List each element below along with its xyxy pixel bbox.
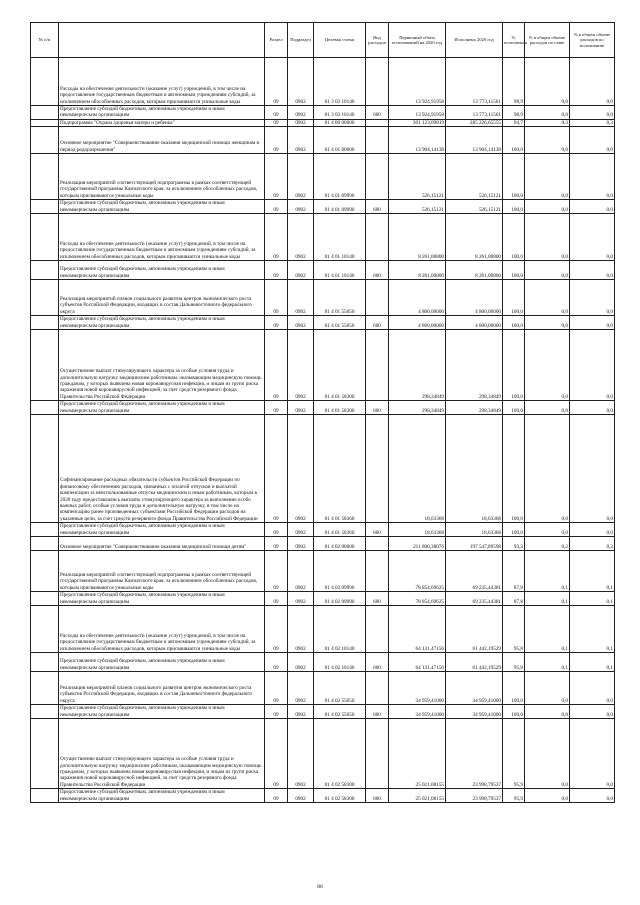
table-cell-share-chapter: 0,0 [525, 106, 570, 120]
table-row [31, 653, 615, 672]
table-cell-plan: 78 854,69625 [389, 551, 446, 592]
table-cell-number [31, 200, 59, 214]
table-cell-plan: 526,15121 [389, 200, 446, 214]
table-cell-percent: 95,9 [503, 789, 525, 803]
table-cell-executed: 13 773,11561 [446, 106, 503, 120]
table-cell-podrazdel: 0902 [288, 415, 314, 523]
table-row [31, 551, 615, 592]
table-cell-expense-type: 600 [366, 523, 389, 537]
table-cell-executed: 69 235,44381 [446, 592, 503, 606]
table-row [31, 537, 615, 551]
table-cell-percent: 100,0 [503, 705, 525, 719]
table-row [31, 261, 615, 280]
table-cell-name: Предоставление субсидий бюджетным, автономным учреждениям и иным некоммерческим организациям [59, 592, 265, 606]
table-cell-share-execution: 0,0 [570, 672, 615, 705]
col-number-header: № п/п [31, 23, 59, 58]
table-cell-plan: 526,15121 [389, 154, 446, 200]
table-cell-plan: 301 123,09819 [389, 119, 446, 126]
table-cell-share-chapter: 0,0 [525, 127, 570, 154]
table-cell-number [31, 261, 59, 280]
table-cell-number [31, 330, 59, 401]
table-cell-share-execution: 0,0 [570, 214, 615, 261]
table-cell-plan: 64 131,47156 [389, 606, 446, 653]
table-cell-name: Предоставление субсидий бюджетным, автономным учреждениям и иным некоммерческим организациям [59, 316, 265, 330]
table-cell-podrazdel: 0902 [288, 330, 314, 401]
table-cell-executed: 23 998,79537 [446, 789, 503, 803]
table-cell-target-article: 01 4 01 09990 [314, 200, 366, 214]
table-cell-podrazdel: 0902 [288, 653, 314, 672]
table-cell-share-execution: 0,1 [570, 551, 615, 592]
table-cell-plan: 8 261,00800 [389, 214, 446, 261]
table-cell-number [31, 789, 59, 803]
table-cell-share-chapter: 0,0 [525, 214, 570, 261]
table-cell-share-chapter: 0,0 [525, 401, 570, 415]
table-cell-share-execution: 0,0 [570, 415, 615, 523]
table-cell-podrazdel: 0902 [288, 537, 314, 551]
table-cell-share-chapter: 0,0 [525, 200, 570, 214]
table-cell-share-chapter: 0,1 [525, 592, 570, 606]
table-cell-percent: 87,8 [503, 551, 525, 592]
table-cell-share-execution: 0,1 [570, 592, 615, 606]
table-cell-number [31, 551, 59, 592]
table-cell-plan: 13 924,91958 [389, 58, 446, 106]
table-cell-share-execution: 0,0 [570, 106, 615, 120]
budget-table [30, 22, 615, 803]
table-cell-target-article: 01 4 01 58360 [314, 415, 366, 523]
table-cell-executed: 13 904,14138 [446, 127, 503, 154]
table-cell-podrazdel: 0902 [288, 592, 314, 606]
table-cell-name: Расходы на обеспечение деятельности (оказание услуг) учреждений, в том числе на предоставление государственным бюджетным и автономным учреждениям субсидий, за исключением обособленных расходов, которым присваиваются уникальные коды [59, 58, 265, 106]
table-cell-podrazdel: 0902 [288, 401, 314, 415]
table-cell-plan: 211 800,38076 [389, 537, 446, 551]
table-cell-share-execution: 0,0 [570, 330, 615, 401]
table-cell-target-article: 01 4 01 58300 [314, 401, 366, 415]
table-cell-target-article: 01 4 01 55050 [314, 316, 366, 330]
table-cell-podrazdel: 0902 [288, 58, 314, 106]
table-cell-target-article: 01 4 02 10140 [314, 606, 366, 653]
table-cell-percent: 95,9 [503, 719, 525, 789]
table-cell-podrazdel: 0902 [288, 280, 314, 316]
col-plan-header: Первичный объем ассигнований на 2020 год [389, 23, 446, 58]
table-cell-executed: 18,63368 [446, 415, 503, 523]
table-cell-share-chapter: 0,0 [525, 415, 570, 523]
table-cell-name: Предоставление субсидий бюджетным, автономным учреждениям и иным некоммерческим организациям [59, 653, 265, 672]
table-cell-number [31, 119, 59, 126]
table-cell-podrazdel: 0902 [288, 789, 314, 803]
table-cell-target-article: 01 4 01 00000 [314, 127, 366, 154]
table-cell-expense-type [366, 719, 389, 789]
table-cell-percent: 95,8 [503, 606, 525, 653]
table-row [31, 200, 615, 214]
table-cell-share-execution: 0,0 [570, 316, 615, 330]
table-cell-number [31, 154, 59, 200]
table-cell-percent: 95,8 [503, 653, 525, 672]
table-cell-expense-type [366, 154, 389, 200]
table-cell-name: Расходы на обеспечение деятельности (оказание услуг) учреждений, в том числе на предоставление государственным бюджетным и автономным учреждениям субсидий, за исключением обособленных расходов, которым присваиваются уникальные коды [59, 214, 265, 261]
table-cell-razdel: 09 [265, 789, 288, 803]
table-cell-share-chapter: 0,3 [525, 119, 570, 126]
table-cell-executed: 8 261,00800 [446, 261, 503, 280]
table-cell-executed: 298,34849 [446, 401, 503, 415]
table-cell-razdel: 09 [265, 415, 288, 523]
table-cell-share-chapter: 0,0 [525, 672, 570, 705]
table-cell-razdel: 09 [265, 214, 288, 261]
table-cell-share-execution: 0,0 [570, 719, 615, 789]
table-row [31, 606, 615, 653]
table-cell-podrazdel: 0902 [288, 261, 314, 280]
table-cell-plan: 4 800,00000 [389, 280, 446, 316]
table-cell-share-chapter: 0,0 [525, 261, 570, 280]
table-cell-name: Основное мероприятие "Совершенствование оказания медицинской помощи женщинам в период родоразрешения" [59, 127, 265, 154]
table-cell-expense-type: 600 [366, 592, 389, 606]
table-cell-executed: 18,63368 [446, 523, 503, 537]
table-cell-executed: 4 800,00000 [446, 280, 503, 316]
table-cell-percent: 100,0 [503, 316, 525, 330]
table-cell-target-article: 01 3 03 10140 [314, 106, 366, 120]
table-cell-expense-type: 600 [366, 106, 389, 120]
table-cell-name: Предоставление субсидий бюджетным, автономным учреждениям и иным некоммерческим организациям [59, 789, 265, 803]
table-cell-target-article: 01 4 02 58300 [314, 719, 366, 789]
table-cell-number [31, 719, 59, 789]
table-cell-share-execution: 0,0 [570, 127, 615, 154]
table-cell-number [31, 606, 59, 653]
table-cell-target-article: 01 3 03 10140 [314, 58, 366, 106]
table-cell-executed: 61 442,19529 [446, 653, 503, 672]
table-cell-target-article: 01 4 02 55050 [314, 705, 366, 719]
table-cell-plan: 25 021,08155 [389, 789, 446, 803]
table-cell-share-execution: 0,0 [570, 705, 615, 719]
table-cell-share-chapter: 0,0 [525, 523, 570, 537]
table-row [31, 316, 615, 330]
table-cell-target-article: 01 4 01 58360 [314, 523, 366, 537]
table-cell-number [31, 280, 59, 316]
table-cell-executed: 61 442,19529 [446, 606, 503, 653]
table-cell-executed: 285 226,65555 [446, 119, 503, 126]
table-cell-share-execution: 0,0 [570, 789, 615, 803]
col-share-execution-header: % в общем объеме расходов по исполнению [570, 23, 615, 58]
table-cell-podrazdel: 0902 [288, 551, 314, 592]
table-cell-name: Реализация мероприятий соответствующей подпрограммы в рамках соответствующей государственной программы Камчатского края, за исключением обособленных расходов, которым присваиваются уникальные коды [59, 551, 265, 592]
table-cell-share-chapter: 0,1 [525, 653, 570, 672]
table-cell-plan: 298,34849 [389, 401, 446, 415]
table-cell-share-chapter: 0,0 [525, 719, 570, 789]
table-cell-razdel: 09 [265, 537, 288, 551]
table-cell-target-article: 01 4 01 10140 [314, 261, 366, 280]
table-cell-number [31, 592, 59, 606]
table-cell-name: Реализация мероприятий планов социального развития центров экономического роста субъектов Российской Федерации, входящих в состав Дальневосточного федерального округа [59, 280, 265, 316]
table-cell-number [31, 127, 59, 154]
table-row [31, 330, 615, 401]
table-cell-razdel: 09 [265, 551, 288, 592]
table-row [31, 415, 615, 523]
table-cell-share-execution: 0,3 [570, 119, 615, 126]
table-cell-target-article: 01 4 02 58300 [314, 789, 366, 803]
table-cell-percent: 100,0 [503, 261, 525, 280]
col-razdel-header: Раздел [265, 23, 288, 58]
table-row [31, 58, 615, 106]
table-cell-name: Предоставление субсидий бюджетным, автономным учреждениям и иным некоммерческим организациям [59, 523, 265, 537]
table-cell-razdel: 09 [265, 592, 288, 606]
table-cell-share-execution: 0,0 [570, 280, 615, 316]
table-cell-plan: 298,34849 [389, 330, 446, 401]
table-row [31, 705, 615, 719]
table-row [31, 789, 615, 803]
table-cell-name: Осуществление выплат стимулирующего характера за особые условия труда и дополнительную нагрузку медицинским работникам, оказывающим медицинскую помощь гражданам, у которых выявлена новая коронавирусная инфекция, и лицам из групп риска заражения новой коронавирусной инфекцией, за счет средств резервного фонда Правительства Российской Федерации [59, 330, 265, 401]
budget-table-page [30, 22, 614, 803]
table-cell-razdel: 09 [265, 154, 288, 200]
table-cell-number [31, 537, 59, 551]
table-cell-share-execution: 0,0 [570, 58, 615, 106]
table-cell-share-execution: 0,1 [570, 606, 615, 653]
col-name-header [59, 23, 265, 58]
table-row [31, 523, 615, 537]
table-cell-razdel: 09 [265, 106, 288, 120]
table-cell-target-article: 01 4 01 09990 [314, 154, 366, 200]
table-cell-expense-type [366, 214, 389, 261]
table-cell-expense-type [366, 127, 389, 154]
table-cell-podrazdel: 0902 [288, 154, 314, 200]
table-cell-percent: 98,9 [503, 106, 525, 120]
table-cell-share-chapter: 0,0 [525, 705, 570, 719]
table-cell-percent: 100,0 [503, 523, 525, 537]
table-cell-razdel: 09 [265, 719, 288, 789]
table-cell-share-execution: 0,0 [570, 523, 615, 537]
table-cell-percent: 100,0 [503, 127, 525, 154]
table-cell-executed: 69 235,44381 [446, 551, 503, 592]
table-cell-share-chapter: 0,0 [525, 330, 570, 401]
table-cell-executed: 34 959,41000 [446, 705, 503, 719]
col-share-chapter-header: % в общем объеме расходов по главе [525, 23, 570, 58]
table-row [31, 119, 615, 126]
table-cell-share-chapter: 0,0 [525, 280, 570, 316]
table-cell-target-article: 01 4 00 00000 [314, 119, 366, 126]
table-cell-percent: 100,0 [503, 330, 525, 401]
table-cell-expense-type [366, 58, 389, 106]
table-cell-name: Предоставление субсидий бюджетным, автономным учреждениям и иным некоммерческим организациям [59, 106, 265, 120]
table-cell-share-execution: 0,0 [570, 261, 615, 280]
table-cell-razdel: 09 [265, 316, 288, 330]
table-row [31, 214, 615, 261]
table-cell-name: Предоставление субсидий бюджетным, автономным учреждениям и иным некоммерческим организациям [59, 705, 265, 719]
table-cell-target-article: 01 4 02 10140 [314, 653, 366, 672]
table-cell-executed: 13 773,11561 [446, 58, 503, 106]
table-cell-plan: 8 261,00800 [389, 261, 446, 280]
table-cell-number [31, 672, 59, 705]
table-row [31, 401, 615, 415]
table-cell-name: Предоставление субсидий бюджетным, автономным учреждениям и иным некоммерческим организациям [59, 401, 265, 415]
table-cell-plan: 13 904,14138 [389, 127, 446, 154]
table-cell-executed: 23 998,79537 [446, 719, 503, 789]
table-cell-plan: 4 800,00000 [389, 316, 446, 330]
table-cell-razdel: 09 [265, 523, 288, 537]
table-cell-expense-type: 600 [366, 200, 389, 214]
table-cell-share-chapter: 0,0 [525, 58, 570, 106]
table-cell-expense-type: 600 [366, 705, 389, 719]
table-cell-expense-type [366, 280, 389, 316]
table-cell-expense-type [366, 551, 389, 592]
table-cell-name: Софинансирование расходных обязательств субъектов Российской Федерации по финансовому обеспечению расходов, связанных с оплатой отпусков и выплатой компенсации за неиспользованные отпуска медицинским и иным работникам, которым в 2020 году предоставлялись выплаты стимулирующего характера за выполнение особо важных работ, особые условия труда и дополнительную нагрузку, в том числе на компенсацию ранее произведенных субъектами Российской Федерации расходов на указанные цели, за счет средств резервного фонда Правительства Российской Федерации [59, 415, 265, 523]
table-cell-share-chapter: 0,1 [525, 606, 570, 653]
table-row [31, 127, 615, 154]
table-cell-podrazdel: 0902 [288, 106, 314, 120]
table-cell-number [31, 401, 59, 415]
table-cell-target-article: 01 4 01 58300 [314, 330, 366, 401]
table-cell-target-article: 01 4 01 10140 [314, 214, 366, 261]
table-row [31, 154, 615, 200]
table-cell-number [31, 316, 59, 330]
table-row [31, 672, 615, 705]
table-cell-razdel: 09 [265, 119, 288, 126]
table-cell-expense-type: 600 [366, 261, 389, 280]
table-cell-share-execution: 0,0 [570, 154, 615, 200]
table-cell-plan: 13 924,91958 [389, 106, 446, 120]
table-cell-name: Предоставление субсидий бюджетным, автономным учреждениям и иным некоммерческим организациям [59, 200, 265, 214]
table-cell-razdel: 09 [265, 653, 288, 672]
table-cell-share-execution: 0,0 [570, 200, 615, 214]
table-cell-expense-type [366, 606, 389, 653]
table-cell-number [31, 523, 59, 537]
table-cell-number [31, 653, 59, 672]
table-cell-podrazdel: 0902 [288, 672, 314, 705]
table-cell-expense-type [366, 415, 389, 523]
table-cell-percent: 93,3 [503, 537, 525, 551]
table-cell-expense-type: 600 [366, 789, 389, 803]
table-cell-expense-type [366, 672, 389, 705]
table-cell-plan: 64 131,47156 [389, 653, 446, 672]
table-cell-share-chapter: 0,2 [525, 537, 570, 551]
table-cell-razdel: 09 [265, 200, 288, 214]
table-cell-name: Осуществление выплат стимулирующего характера за особые условия труда и дополнительную нагрузку медицинским работникам, оказывающим медицинскую помощь гражданам, у которых выявлена новая коронавирусная инфекция, и лицам из групп риска заражения новой коронавирусной инфекцией, за счет средств резервного фонда Правительства Российской Федерации [59, 719, 265, 789]
table-cell-percent: 100,0 [503, 672, 525, 705]
table-cell-executed: 526,15121 [446, 200, 503, 214]
table-cell-plan: 18,63368 [389, 415, 446, 523]
table-cell-razdel: 09 [265, 58, 288, 106]
table-cell-expense-type [366, 119, 389, 126]
table-cell-razdel: 09 [265, 705, 288, 719]
table-cell-podrazdel: 0902 [288, 119, 314, 126]
table-cell-percent: 100,0 [503, 154, 525, 200]
table-cell-name: Расходы на обеспечение деятельности (оказание услуг) учреждений, в том числе на предоставление государственным бюджетным и автономным учреждениям субсидий, за исключением обособленных расходов, которым присваиваются уникальные коды [59, 606, 265, 653]
table-cell-razdel: 09 [265, 330, 288, 401]
table-cell-podrazdel: 0902 [288, 214, 314, 261]
col-executed-header: Исполнено 2020 год [446, 23, 503, 58]
table-cell-plan: 78 854,69625 [389, 592, 446, 606]
table-cell-share-execution: 0,1 [570, 653, 615, 672]
table-row [31, 280, 615, 316]
table-cell-razdel: 09 [265, 606, 288, 653]
table-cell-razdel: 09 [265, 401, 288, 415]
table-cell-percent: 100,0 [503, 415, 525, 523]
table-cell-target-article: 01 4 02 55050 [314, 672, 366, 705]
table-cell-percent: 87,8 [503, 592, 525, 606]
col-podrazdel-header: Подраздел [288, 23, 314, 58]
table-cell-plan: 25 021,08155 [389, 719, 446, 789]
table-cell-target-article: 01 4 02 09990 [314, 551, 366, 592]
table-cell-podrazdel: 0902 [288, 523, 314, 537]
table-cell-podrazdel: 0902 [288, 127, 314, 154]
table-cell-plan: 34 959,41000 [389, 705, 446, 719]
table-cell-percent: 100,0 [503, 401, 525, 415]
table-cell-expense-type: 600 [366, 316, 389, 330]
table-row [31, 592, 615, 606]
table-cell-podrazdel: 0902 [288, 705, 314, 719]
table-cell-target-article: 01 4 02 09990 [314, 592, 366, 606]
table-cell-podrazdel: 0902 [288, 719, 314, 789]
table-row [31, 106, 615, 120]
table-cell-number [31, 106, 59, 120]
table-cell-name: Основное мероприятие "Совершенствование оказания медицинской помощи детям" [59, 537, 265, 551]
table-cell-executed: 197 547,89598 [446, 537, 503, 551]
table-cell-name: Реализация мероприятий соответствующей подпрограммы в рамках соответствующей государственной программы Камчатского края, за исключением обособленных расходов, которым присваиваются уникальные коды [59, 154, 265, 200]
table-cell-expense-type [366, 537, 389, 551]
col-percent-header: % исполнения [503, 23, 525, 58]
table-cell-podrazdel: 0902 [288, 606, 314, 653]
table-cell-plan: 34 959,41000 [389, 672, 446, 705]
table-cell-share-execution: 0,2 [570, 537, 615, 551]
table-cell-executed: 8 261,00800 [446, 214, 503, 261]
table-cell-name: Реализация мероприятий планов социального развития центров экономического роста субъектов Российской Федерации, входящих в состав Дальневосточного федерального округа [59, 672, 265, 705]
table-cell-razdel: 09 [265, 280, 288, 316]
table-cell-percent: 100,0 [503, 280, 525, 316]
table-cell-razdel: 09 [265, 672, 288, 705]
table-cell-percent: 100,0 [503, 200, 525, 214]
table-cell-number [31, 58, 59, 106]
table-cell-razdel: 09 [265, 261, 288, 280]
table-cell-name: Подпрограмма "Охрана здоровья матери и ребенка" [59, 119, 265, 126]
table-cell-percent: 100,0 [503, 214, 525, 261]
table-cell-share-execution: 0,0 [570, 401, 615, 415]
table-cell-plan: 18,63368 [389, 523, 446, 537]
table-cell-expense-type: 600 [366, 401, 389, 415]
table-cell-share-chapter: 0,0 [525, 316, 570, 330]
col-expense-type-header: Вид расходов [366, 23, 389, 58]
table-cell-podrazdel: 0902 [288, 200, 314, 214]
table-cell-podrazdel: 0902 [288, 316, 314, 330]
table-cell-target-article: 01 4 02 00000 [314, 537, 366, 551]
table-cell-executed: 298,34849 [446, 330, 503, 401]
table-cell-number [31, 214, 59, 261]
table-cell-expense-type: 600 [366, 653, 389, 672]
table-cell-expense-type [366, 330, 389, 401]
table-row [31, 719, 615, 789]
col-target-article-header: Целевая статья [314, 23, 366, 58]
table-cell-number [31, 415, 59, 523]
table-cell-executed: 34 959,41000 [446, 672, 503, 705]
table-cell-share-chapter: 0,0 [525, 154, 570, 200]
table-cell-share-chapter: 0,0 [525, 789, 570, 803]
table-cell-share-chapter: 0,1 [525, 551, 570, 592]
table-cell-razdel: 09 [265, 127, 288, 154]
table-cell-name: Предоставление субсидий бюджетным, автономным учреждениям и иным некоммерческим организациям [59, 261, 265, 280]
table-header-row [31, 23, 615, 58]
table-cell-number [31, 705, 59, 719]
table-cell-percent: 98,9 [503, 58, 525, 106]
table-cell-executed: 4 800,00000 [446, 316, 503, 330]
table-cell-executed: 526,15121 [446, 154, 503, 200]
page-number: 86 [317, 884, 323, 890]
table-cell-target-article: 01 4 01 55050 [314, 280, 366, 316]
table-cell-percent: 94,7 [503, 119, 525, 126]
